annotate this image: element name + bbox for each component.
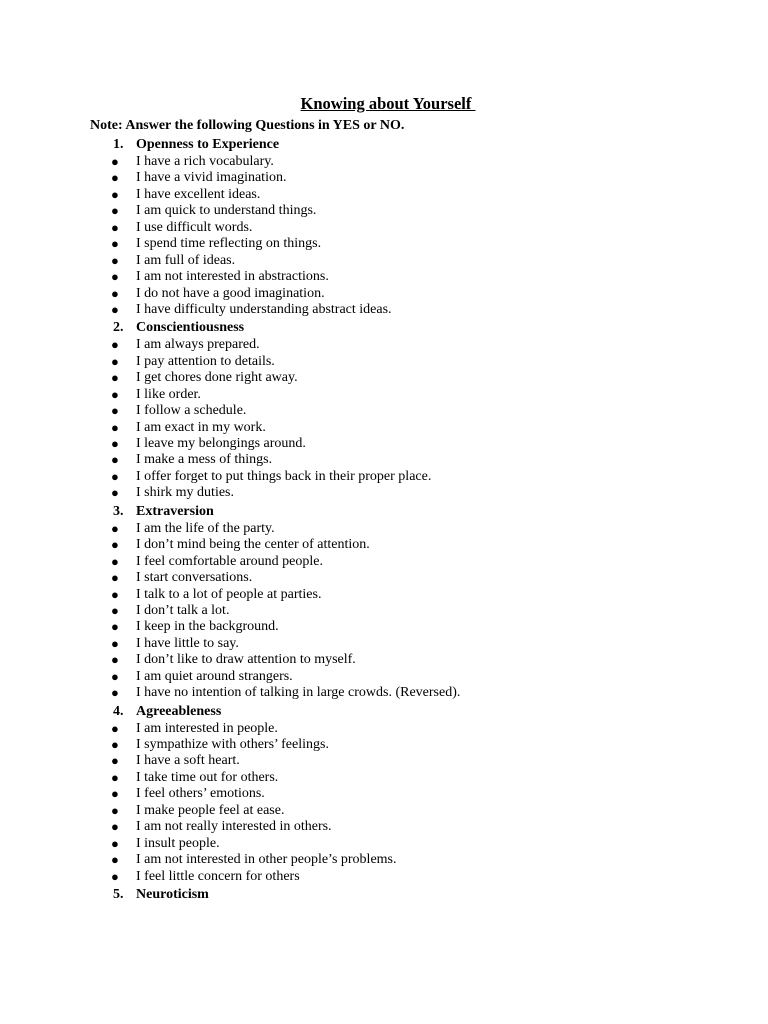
question-text: I am quick to understand things. [136,203,317,219]
list-item [0,469,768,485]
question-text: I spend time reflecting on things. [136,236,322,252]
question-text: I use difficult words. [136,219,253,235]
list-item [0,819,768,835]
question-text: I pay attention to details. [136,353,275,369]
question-text: I follow a schedule. [136,403,247,419]
bullet-icon: ● [111,269,119,285]
bullet-icon: ● [111,786,119,802]
bullet-icon: ● [111,769,119,785]
list-item [0,737,768,753]
section-heading [0,135,768,154]
question-text: I talk to a lot of people at parties. [136,586,322,602]
list-item [0,452,768,468]
question-text: I have difficulty understanding abstract ideas. [136,301,392,317]
list-item [0,170,768,186]
bullet-icon: ● [111,203,119,219]
list-item [0,770,768,786]
question-text: I insult people. [136,835,220,851]
question-text: I feel little concern for others [136,868,300,884]
bullet-icon: ● [111,652,119,668]
list-item [0,337,768,353]
list-item [0,836,768,852]
list-item [0,521,768,537]
question-text: I have a vivid imagination. [136,170,287,186]
bullet-icon: ● [111,868,119,884]
list-item [0,286,768,302]
bullet-icon: ● [111,685,119,701]
list-item [0,636,768,652]
question-text: I have no intention of talking in large crowds. (Reversed). [136,685,461,701]
question-text: I feel comfortable around people. [136,553,323,569]
bullet-icon: ● [111,337,119,353]
question-text: I don’t talk a lot. [136,602,230,618]
section-number: 2. [113,320,124,336]
list-item [0,403,768,419]
list-item [0,786,768,802]
bullet-icon: ● [111,170,119,186]
bullet-icon: ● [111,737,119,752]
section-number: 3. [113,503,124,519]
bullet-icon: ● [111,553,119,569]
question-text: I shirk my duties. [136,485,234,501]
section-title: Extraversion [136,503,214,519]
page-title: Knowing about Yourself [300,94,476,113]
list-item [0,803,768,819]
bullet-icon: ● [111,819,119,835]
list-item [0,436,768,452]
section-number: 1. [113,137,124,152]
list-item [0,869,768,885]
section-heading [0,885,768,904]
list-item [0,187,768,203]
list-item [0,721,768,737]
question-text: I don’t like to draw attention to myself. [136,652,356,668]
instruction-note: Note: Answer the following Questions in YES or NO. [90,118,405,133]
bullet-icon: ● [111,186,119,202]
question-text: I have excellent ideas. [136,186,261,202]
section-number: 5. [113,886,124,902]
question-text: I have a soft heart. [136,753,240,769]
bullet-icon: ● [111,353,119,369]
question-text: I make people feel at ease. [136,802,285,818]
bullet-icon: ● [111,619,119,635]
list-item [0,420,768,436]
bullet-icon: ● [111,219,119,235]
list-item [0,652,768,668]
list-item [0,619,768,635]
bullet-icon: ● [111,602,119,618]
question-text: I don’t mind being the center of attention. [136,537,370,553]
section-title: Conscientiousness [136,320,245,336]
question-text: I offer forget to put things back in their proper place. [136,468,432,484]
bullet-icon: ● [111,586,119,602]
bullet-icon: ● [111,301,119,317]
question-text: I make a mess of things. [136,452,273,468]
list-item [0,236,768,252]
list-item [0,587,768,603]
bullet-icon: ● [111,285,119,301]
bullet-icon: ● [111,520,119,536]
bullet-icon: ● [111,452,119,468]
list-item [0,354,768,370]
question-sections [0,135,768,904]
question-text: I sympathize with others’ feelings. [136,737,329,752]
bullet-icon: ● [111,570,119,586]
question-text: I leave my belongings around. [136,436,306,451]
bullet-icon: ● [111,753,119,769]
list-item [0,387,768,403]
list-item [0,685,768,701]
list-item [0,154,768,170]
section-heading [0,702,768,721]
bullet-icon: ● [111,403,119,419]
question-text: I start conversations. [136,570,253,586]
question-text: I have a rich vocabulary. [136,154,274,169]
bullet-icon: ● [111,236,119,252]
question-text: I keep in the background. [136,619,279,635]
question-text: I have little to say. [136,635,239,651]
list-item [0,537,768,553]
bullet-icon: ● [111,436,119,451]
list-item [0,753,768,769]
bullet-icon: ● [111,802,119,818]
question-text: I take time out for others. [136,769,279,785]
question-text: I am not really interested in others. [136,819,332,835]
bullet-icon: ● [111,635,119,651]
section-heading [0,502,768,521]
bullet-icon: ● [111,835,119,851]
question-text: I like order. [136,386,201,402]
section-title: Neuroticism [136,886,209,902]
list-item [0,669,768,685]
question-text: I am interested in people. [136,720,278,736]
bullet-icon: ● [111,468,119,484]
bullet-icon: ● [111,668,119,684]
bullet-icon: ● [111,485,119,501]
list-item [0,603,768,619]
section-title: Openness to Experience [136,137,280,152]
question-text: I get chores done right away. [136,370,298,386]
question-text: I am quiet around strangers. [136,668,293,684]
bullet-icon: ● [111,537,119,553]
question-text: I am not interested in other people’s problems. [136,852,397,868]
list-item [0,852,768,868]
bullet-icon: ● [111,154,119,169]
list-item [0,203,768,219]
section-heading [0,318,768,337]
list-item [0,485,768,501]
section-title: Agreeableness [136,703,222,719]
bullet-icon: ● [111,852,119,868]
bullet-icon: ● [111,386,119,402]
question-text: I am always prepared. [136,337,260,353]
list-item [0,253,768,269]
list-item [0,370,768,386]
list-item [0,554,768,570]
question-text: I am not interested in abstractions. [136,269,329,285]
section-number: 4. [113,703,124,719]
bullet-icon: ● [111,720,119,736]
bullet-icon: ● [111,370,119,386]
list-item [0,570,768,586]
bullet-icon: ● [111,252,119,268]
question-text: I am exact in my work. [136,419,266,435]
question-text: I do not have a good imagination. [136,285,325,301]
question-text: I am full of ideas. [136,252,236,268]
question-text: I feel others’ emotions. [136,786,265,802]
bullet-icon: ● [111,419,119,435]
list-item [0,302,768,318]
list-item [0,269,768,285]
list-item [0,220,768,236]
question-text: I am the life of the party. [136,520,275,536]
